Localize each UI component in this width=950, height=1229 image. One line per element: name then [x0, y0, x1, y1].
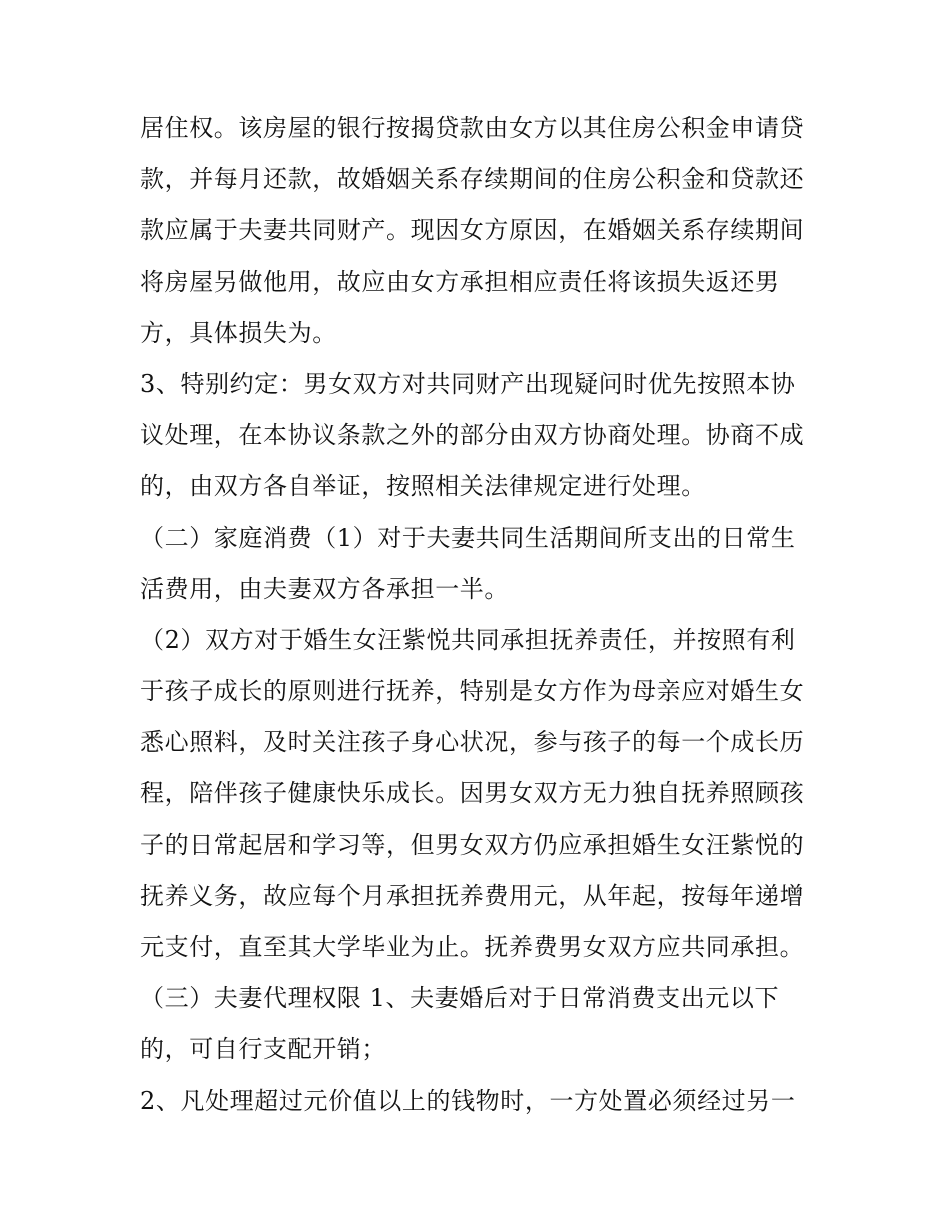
text-line: 将房屋另做他用，故应由女方承担相应责任将该损失返还男 [140, 267, 780, 296]
text-line: （二）家庭消费（1）对于夫妻共同生活期间所支出的日常生 [140, 523, 796, 552]
text-line: 3、特别约定：男女双方对共同财产出现疑问时优先按照本协 [140, 369, 796, 398]
document-body [140, 103, 820, 1127]
text-line: 元支付，直至其大学毕业为止。抚养费男女双方应共同承担。 [140, 933, 805, 961]
text-line: 程，陪伴孩子健康快乐成长。因男女双方无力独自抚养照顾孩 [140, 779, 805, 808]
text-line: （三）夫妻代理权限 1、夫妻婚后对于日常消费支出元以下 [140, 984, 780, 1013]
text-line: 的，可自行支配开销； [140, 1035, 386, 1064]
text-line: 方，具体损失为。 [140, 318, 337, 347]
text-line: 抚养义务，故应每个月承担抚养费用元，从年起，按每年递增 [140, 881, 805, 910]
text-line: 活费用，由夫妻双方各承担一半。 [140, 574, 509, 603]
text-line: 款应属于夫妻共同财产。现因女方原因，在婚姻关系存续期间 [140, 216, 805, 245]
text-line: 子的日常起居和学习等，但男女双方仍应承担婚生女汪紫悦的 [140, 830, 805, 859]
text-line: 2、凡处理超过元价值以上的钱物时，一方处置必须经过另一 [140, 1086, 796, 1115]
text-line: 议处理，在本协议条款之外的部分由双方协商处理。协商不成 [140, 421, 805, 450]
text-line: （2）双方对于婚生女汪紫悦共同承担抚养责任，并按照有利 [140, 625, 796, 654]
text-line: 悉心照料，及时关注孩子身心状况，参与孩子的每一个成长历 [140, 728, 805, 757]
text-line: 的，由双方各自举证，按照相关法律规定进行处理。 [140, 472, 706, 501]
text-line: 于孩子成长的原则进行抚养，特别是女方作为母亲应对婚生女 [140, 677, 805, 706]
text-line: 款，并每月还款，故婚姻关系存续期间的住房公积金和贷款还 [140, 165, 805, 194]
text-line: 居住权。该房屋的银行按揭贷款由女方以其住房公积金申请贷 [140, 114, 805, 142]
